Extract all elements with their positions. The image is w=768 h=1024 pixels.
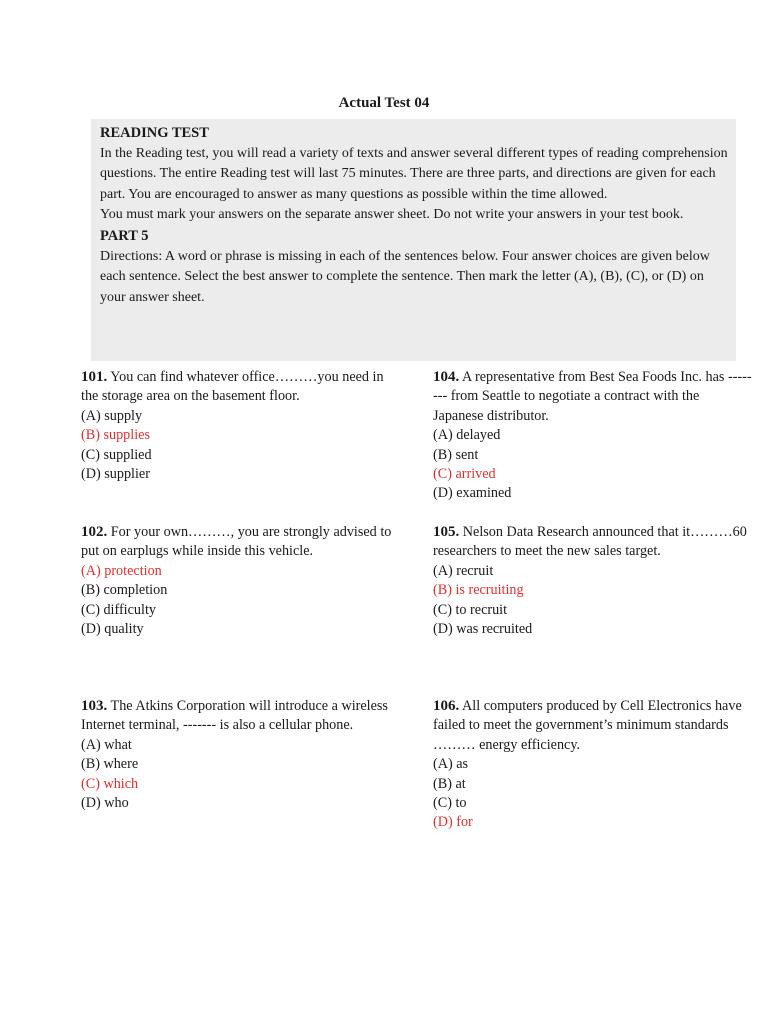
option-b: (B) is recruiting bbox=[433, 582, 524, 599]
question-stem bbox=[433, 697, 753, 755]
question-number: 101. bbox=[81, 369, 108, 385]
option-b: (B) sent bbox=[433, 446, 479, 463]
question-number: 103. bbox=[81, 698, 108, 714]
question-number: 106. bbox=[433, 698, 460, 714]
question-text: You can find whatever office………you need in the storage area on the basement floor. bbox=[81, 369, 384, 405]
question-number: 104. bbox=[433, 369, 460, 385]
option-c: (C) difficulty bbox=[81, 601, 156, 618]
question-stem bbox=[433, 368, 753, 426]
option-d: (D) for bbox=[433, 814, 473, 831]
question-102 bbox=[81, 523, 401, 639]
option-c: (C) to bbox=[433, 795, 467, 812]
option-list bbox=[433, 426, 753, 504]
option-d: (D) who bbox=[81, 795, 129, 812]
option-list bbox=[81, 736, 401, 814]
question-105 bbox=[433, 523, 753, 639]
option-d: (D) quality bbox=[81, 621, 144, 638]
question-number: 105. bbox=[433, 524, 460, 540]
option-b: (B) completion bbox=[81, 582, 168, 599]
instructions-box bbox=[91, 119, 736, 361]
question-stem bbox=[433, 523, 753, 562]
option-list bbox=[81, 562, 401, 640]
option-d: (D) supplier bbox=[81, 466, 150, 483]
part-heading: PART 5 bbox=[100, 227, 149, 244]
option-a: (A) what bbox=[81, 736, 132, 753]
option-b: (B) supplies bbox=[81, 427, 150, 444]
option-a: (A) supply bbox=[81, 407, 143, 424]
question-106 bbox=[433, 697, 753, 833]
part-directions: Directions: A word or phrase is missing in each of the sentences below. Four answer choices are given below each sentence. Select the best answer to complete the sentence. Then mark the letter (A), (B), (C), or (D) on your answer sheet. bbox=[100, 248, 710, 305]
option-list bbox=[81, 407, 401, 485]
option-b: (B) at bbox=[433, 775, 466, 792]
question-text: For your own………, you are strongly advised to put on earplugs while inside this vehicle. bbox=[81, 524, 392, 560]
question-stem bbox=[81, 523, 401, 562]
option-a: (A) delayed bbox=[433, 427, 501, 444]
option-a: (A) recruit bbox=[433, 562, 494, 579]
option-list bbox=[433, 562, 753, 640]
option-c: (C) which bbox=[81, 775, 139, 792]
question-103 bbox=[81, 697, 401, 813]
question-104 bbox=[433, 368, 753, 504]
option-d: (D) examined bbox=[433, 485, 512, 502]
question-text: A representative from Best Sea Foods Inc. has -------- from Seattle to negotiate a contract with the Japanese distributor. bbox=[433, 369, 752, 424]
question-text: The Atkins Corporation will introduce a wireless Internet terminal, ------- is also a cellular phone. bbox=[81, 698, 388, 734]
question-text: Nelson Data Research announced that it………60 researchers to meet the new sales target. bbox=[433, 524, 747, 560]
option-c: (C) supplied bbox=[81, 446, 152, 463]
question-stem bbox=[81, 368, 401, 407]
option-a: (A) as bbox=[433, 756, 469, 773]
question-101 bbox=[81, 368, 401, 484]
question-stem bbox=[81, 697, 401, 736]
answer-sheet-note: You must mark your answers on the separate answer sheet. Do not write your answers in your test book. bbox=[100, 207, 684, 223]
option-list bbox=[433, 755, 753, 833]
option-c: (C) to recruit bbox=[433, 601, 508, 618]
question-number: 102. bbox=[81, 524, 108, 540]
option-c: (C) arrived bbox=[433, 466, 496, 483]
instructions-paragraph: In the Reading test, you will read a variety of texts and answer several different types of reading comprehension questions. The entire Reading test will last 75 minutes. There are three parts, and directions are given for each part. You are encouraged to answer as many questions as possible within the time allowed. bbox=[100, 145, 728, 202]
question-text: All computers produced by Cell Electronics have failed to meet the government’s minimum standards ……… energy efficiency. bbox=[433, 698, 742, 753]
option-a: (A) protection bbox=[81, 562, 162, 579]
option-b: (B) where bbox=[81, 756, 139, 773]
section-heading: READING TEST bbox=[100, 125, 209, 141]
page-title: Actual Test 04 bbox=[338, 95, 430, 111]
option-d: (D) was recruited bbox=[433, 621, 533, 638]
